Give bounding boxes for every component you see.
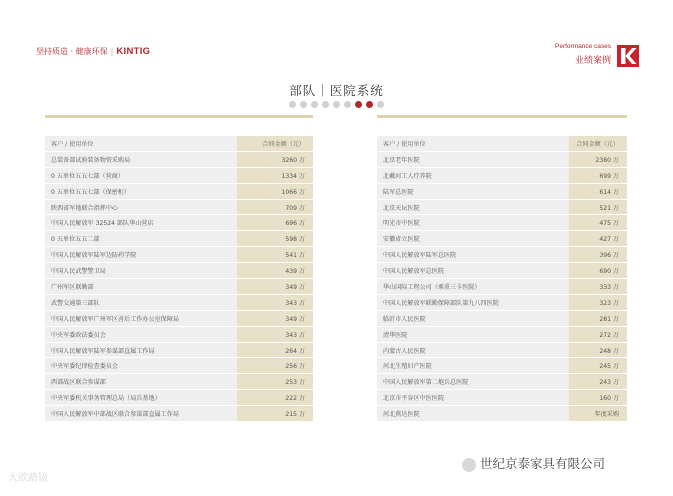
client-name-cell: 中国人民解放军总医院 — [377, 263, 569, 279]
client-name-cell: 中央军委纪律检查委员会 — [45, 358, 237, 374]
contract-amount-cell: 272 万 — [569, 326, 627, 342]
table-row — [45, 342, 313, 358]
contract-amount-cell: 222 万 — [237, 390, 313, 406]
contract-amount-cell: 248 万 — [569, 342, 627, 358]
pagination-dot[interactable] — [377, 101, 384, 108]
table-row — [377, 390, 627, 406]
client-name-cell: 北京市平谷区中医医院 — [377, 390, 569, 406]
table-row — [45, 247, 313, 263]
contract-amount-cell: 709 万 — [237, 199, 313, 215]
performance-cases-en: Performance cases — [555, 43, 611, 50]
pagination-dot[interactable] — [333, 101, 340, 108]
k-logo-icon — [617, 45, 639, 67]
contract-amount-cell: 1334 万 — [237, 167, 313, 183]
client-name-cell: 中国人民解放军第二炮兵总医院 — [377, 374, 569, 390]
watermark-right — [462, 454, 605, 472]
watermark-left: 大欲踏镜 — [8, 473, 48, 484]
table-row — [377, 167, 627, 183]
table-row — [45, 310, 313, 326]
table-row — [377, 374, 627, 390]
table-row — [377, 215, 627, 231]
contract-amount-cell: 3260 万 — [237, 151, 313, 167]
client-name-cell: 北戴河工人疗养院 — [377, 167, 569, 183]
table-row — [45, 279, 313, 295]
table-row — [45, 199, 313, 215]
table-row — [45, 358, 313, 374]
left-table-top-rule — [45, 115, 313, 118]
client-name-cell: 安徽省立医院 — [377, 231, 569, 247]
table-row — [377, 342, 627, 358]
client-name-cell: 0 五单位五五二部 — [45, 231, 237, 247]
performance-cases-cn: 业绩案例 — [574, 56, 611, 66]
table-row — [377, 406, 627, 422]
table-row — [377, 310, 627, 326]
table-row — [377, 231, 627, 247]
table-row — [45, 183, 313, 199]
contract-amount-cell: 349 万 — [237, 310, 313, 326]
pagination-dot[interactable] — [300, 101, 307, 108]
pagination-dot[interactable] — [289, 101, 296, 108]
table-row — [45, 263, 313, 279]
contract-amount-cell: 614 万 — [569, 183, 627, 199]
table-row — [377, 199, 627, 215]
client-name-cell: 中国人民解放军 32524 部队华山营店 — [45, 215, 237, 231]
pagination-dot[interactable] — [366, 101, 373, 108]
contract-amount-cell: 343 万 — [237, 294, 313, 310]
table-header-row — [377, 136, 627, 151]
contract-amount-cell: 396 万 — [569, 247, 627, 263]
client-name-cell: 中央军委政法委员会 — [45, 326, 237, 342]
contract-amount-cell: 245 万 — [569, 358, 627, 374]
contract-amount-cell: 349 万 — [237, 279, 313, 295]
column-header-client: 客户 / 使用单位 — [45, 136, 237, 151]
client-name-cell: 临沂市人民医院 — [377, 310, 569, 326]
client-name-cell: 广州军区联勤部 — [45, 279, 237, 295]
brand-header — [36, 46, 150, 57]
client-name-cell: 总装备部试验装备物资采购局 — [45, 151, 237, 167]
contract-amount-cell: 439 万 — [237, 263, 313, 279]
contract-amount-cell: 2380 万 — [569, 151, 627, 167]
table-row — [45, 151, 313, 167]
right-client-table — [377, 136, 627, 422]
brand-separator: | — [110, 47, 114, 56]
pagination-dot[interactable] — [311, 101, 318, 108]
contract-amount-cell: 256 万 — [237, 358, 313, 374]
client-name-cell: 明光市中医院 — [377, 215, 569, 231]
table-row — [45, 406, 313, 422]
client-name-cell: 北京天坛医院 — [377, 199, 569, 215]
contract-amount-cell: 323 万 — [569, 294, 627, 310]
left-client-table — [45, 136, 313, 422]
client-name-cell: 中国人民解放军中部战区联合参谋部直属工作局 — [45, 406, 237, 422]
table-row — [377, 263, 627, 279]
column-header-amount: 合同金额（元） — [237, 136, 313, 151]
column-header-client: 客户 / 使用单位 — [377, 136, 569, 151]
table-row — [45, 231, 313, 247]
contract-amount-cell: 427 万 — [569, 231, 627, 247]
table-row — [377, 326, 627, 342]
client-name-cell: 0 五单位五五七部（保密柜） — [45, 183, 237, 199]
client-name-cell: 河北燕达医院 — [377, 406, 569, 422]
table-row — [377, 151, 627, 167]
contract-amount-cell: 253 万 — [237, 374, 313, 390]
client-name-cell: 河北生殖妇产医院 — [377, 358, 569, 374]
page-title: 部队｜医院系统 — [289, 83, 384, 98]
client-name-cell: 华山国际工程公司（乘重三卡医院） — [377, 279, 569, 295]
client-name-cell: 0 五单位五五七部（营商） — [45, 167, 237, 183]
client-name-cell: 清华医院 — [377, 326, 569, 342]
pagination-dot[interactable] — [355, 101, 362, 108]
column-header-amount: 合同金额（元） — [569, 136, 627, 151]
client-name-cell: 陆军总医院 — [377, 183, 569, 199]
table-row — [377, 358, 627, 374]
table-row — [45, 167, 313, 183]
right-table-top-rule — [377, 115, 627, 118]
contract-amount-cell: 343 万 — [237, 326, 313, 342]
table-row — [45, 326, 313, 342]
contract-amount-cell: 521 万 — [569, 199, 627, 215]
client-name-cell: 中国人民解放军联勤保障部队第九八四医院 — [377, 294, 569, 310]
table-row — [45, 374, 313, 390]
table-row — [377, 279, 627, 295]
pagination-dot[interactable] — [344, 101, 351, 108]
table-row — [45, 390, 313, 406]
contract-amount-cell: 年度采购 — [569, 406, 627, 422]
table-row — [377, 294, 627, 310]
watermark-right-text: 世纪京泰家具有限公司 — [480, 456, 606, 471]
client-name-cell: 中国人民解放军陆军总医院 — [377, 247, 569, 263]
table-row — [377, 183, 627, 199]
client-name-cell: 内蒙古人民医院 — [377, 342, 569, 358]
client-name-cell: 中央军委机关事务管理总局（局兵基地） — [45, 390, 237, 406]
kintig-logo: KINTIG — [116, 46, 151, 57]
pagination-dots — [0, 101, 673, 108]
client-name-cell: 中国人民解放军广州军区善后工作办公室保障局 — [45, 310, 237, 326]
client-name-cell: 陕西省军地联合指挥中心 — [45, 199, 237, 215]
pagination-dot[interactable] — [322, 101, 329, 108]
contract-amount-cell: 541 万 — [237, 247, 313, 263]
contract-amount-cell: 160 万 — [569, 390, 627, 406]
client-name-cell: 中国人民解放军陆军参谋部直属工作局 — [45, 342, 237, 358]
brand-slogan: 坚持质造 · 健康环保 — [36, 47, 108, 56]
contract-amount-cell: 598 万 — [237, 231, 313, 247]
client-name-cell: 武警交通第三部队 — [45, 294, 237, 310]
contract-amount-cell: 475 万 — [569, 215, 627, 231]
contract-amount-cell: 243 万 — [569, 374, 627, 390]
wechat-icon — [462, 458, 476, 472]
contract-amount-cell: 690 万 — [569, 263, 627, 279]
contract-amount-cell: 333 万 — [569, 279, 627, 295]
table-row — [45, 215, 313, 231]
client-name-cell: 西部战区联合参谋部 — [45, 374, 237, 390]
contract-amount-cell: 281 万 — [569, 310, 627, 326]
contract-amount-cell: 696 万 — [237, 215, 313, 231]
table-header-row — [45, 136, 313, 151]
client-name-cell: 中国人民解放军陆军边防药学院 — [45, 247, 237, 263]
contract-amount-cell: 215 万 — [237, 406, 313, 422]
contract-amount-cell: 264 万 — [237, 342, 313, 358]
client-name-cell: 北京老年医院 — [377, 151, 569, 167]
client-name-cell: 中国人民武警警卫局 — [45, 263, 237, 279]
table-row — [45, 294, 313, 310]
table-row — [377, 247, 627, 263]
contract-amount-cell: 699 万 — [569, 167, 627, 183]
contract-amount-cell: 1066 万 — [237, 183, 313, 199]
